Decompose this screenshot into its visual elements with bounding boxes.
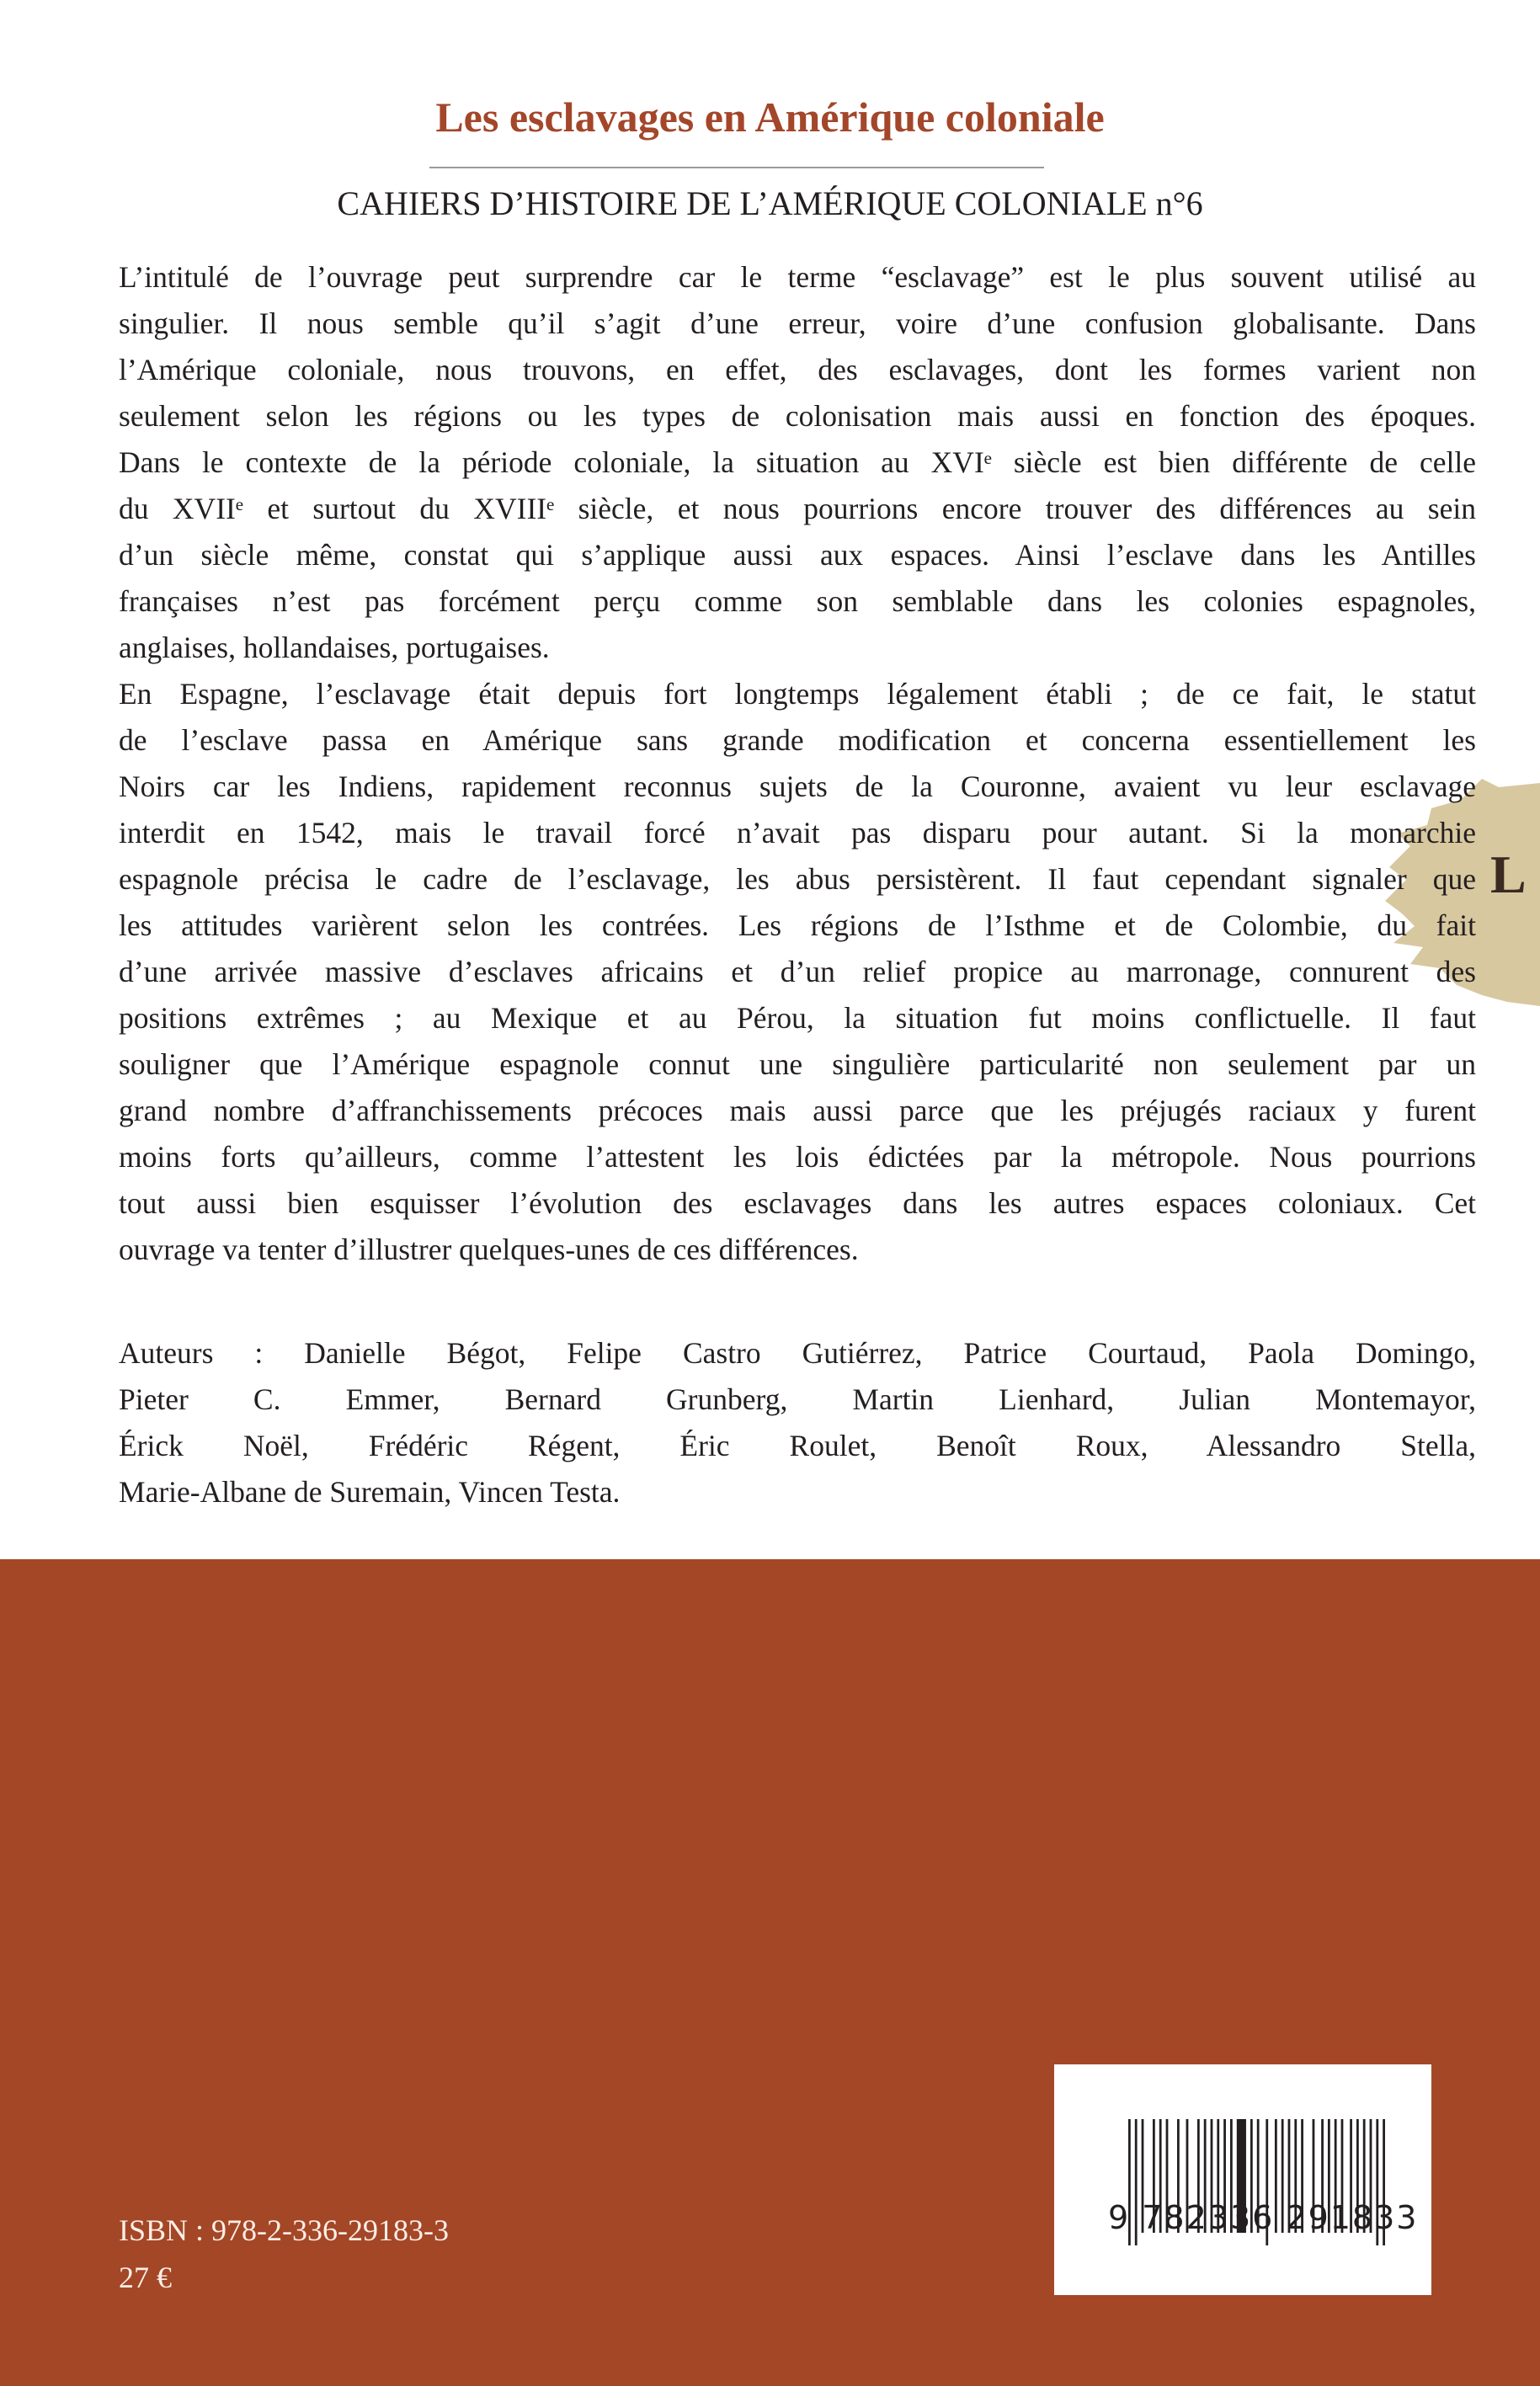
text-line: d’une arrivée massive d’esclaves africains et d’un relief propice au marronage, connurent des bbox=[119, 955, 1476, 988]
series-title: CAHIERS D’HISTOIRE DE L’AMÉRIQUE COLONIALE n°6 bbox=[337, 184, 1203, 222]
isbn: ISBN : 978-2-336-29183-3 bbox=[119, 2213, 449, 2247]
text-line: Dans le contexte de la période coloniale, la situation au XVIᵉ siècle est bien différente de celle bbox=[119, 445, 1476, 479]
divider bbox=[429, 167, 1044, 168]
text-line: L’intitulé de l’ouvrage peut surprendre car le terme “esclavage” est le plus souvent utilisé au bbox=[119, 260, 1476, 294]
text-line: En Espagne, l’esclavage était depuis fort longtemps légalement établi ; de ce fait, le statut bbox=[119, 677, 1476, 711]
text-line: moins forts qu’ailleurs, comme l’attestent les lois édictées par la métropole. Nous pourrions bbox=[119, 1140, 1476, 1174]
text-line: l’Amérique coloniale, nous trouvons, en effet, des esclavages, dont les formes varient non bbox=[119, 353, 1476, 386]
text-line: d’un siècle même, constat qui s’applique aussi aux espaces. Ainsi l’esclave dans les Antilles bbox=[119, 538, 1476, 572]
text-line: tout aussi bien esquisser l’évolution des esclavages dans les autres espaces coloniaux. Cet bbox=[119, 1186, 1476, 1220]
text-line: du XVIIᵉ et surtout du XVIIIᵉ siècle, et nous pourrions encore trouver des différences au sein bbox=[119, 492, 1476, 525]
text-line: souligner que l’Amérique espagnole connut une singulière particularité non seulement par un bbox=[119, 1047, 1476, 1081]
paragraph bbox=[119, 671, 1476, 1273]
text-line: Pieter C. Emmer, Bernard Grunberg, Martin Lienhard, Julian Montemayor, bbox=[119, 1382, 1476, 1416]
price: 27 € bbox=[119, 2261, 172, 2294]
text-line: interdit en 1542, mais le travail forcé n’avait pas disparu pour autant. Si la monarchie bbox=[119, 816, 1476, 849]
text-line: Auteurs : Danielle Bégot, Felipe Castro Gutiérrez, Patrice Courtaud, Paola Domingo, bbox=[119, 1336, 1476, 1370]
paragraph bbox=[119, 254, 1476, 671]
text-line: ouvrage va tenter d’illustrer quelques-unes de ces différences. bbox=[119, 1233, 859, 1266]
book-title: Les esclavages en Amérique coloniale bbox=[435, 93, 1105, 141]
text-line: singulier. Il nous semble qu’il s’agit d’une erreur, voire d’une confusion globalisante. Dans bbox=[119, 306, 1476, 340]
text-line: Noirs car les Indiens, rapidement reconnus sujets de la Couronne, avaient vu leur esclavage bbox=[119, 770, 1476, 803]
text-line: Marie-Albane de Suremain, Vincen Testa. bbox=[119, 1475, 621, 1509]
blurb bbox=[119, 254, 1476, 1273]
text-line: de l’esclave passa en Amérique sans grande modification et concerna essentiellement les bbox=[119, 723, 1476, 757]
text-line: positions extrêmes ; au Mexique et au Pérou, la situation fut moins conflictuelle. Il faut bbox=[119, 1001, 1476, 1035]
authors-list bbox=[119, 1330, 1476, 1515]
text-line: espagnole précisa le cadre de l’esclavage, les abus persistèrent. Il faut cependant signaler que bbox=[119, 862, 1476, 896]
text-line: les attitudes varièrent selon les contrées. Les régions de l’Isthme et de Colombie, du fait bbox=[119, 908, 1476, 942]
text-line: Érick Noël, Frédéric Régent, Éric Roulet, Benoît Roux, Alessandro Stella, bbox=[119, 1429, 1476, 1462]
text-line: anglaises, hollandaises, portugaises. bbox=[119, 631, 550, 664]
barcode-digits: 9 782336 291833 bbox=[1108, 2199, 1419, 2236]
barcode bbox=[1054, 2064, 1431, 2295]
text-line: seulement selon les régions ou les types de colonisation mais aussi en fonction des époques. bbox=[119, 399, 1476, 433]
svg-text:L: L bbox=[1490, 844, 1527, 904]
text-line: françaises n’est pas forcément perçu comme son semblable dans les colonies espagnoles, bbox=[119, 584, 1476, 618]
text-line: grand nombre d’affranchissements précoces mais aussi parce que les préjugés raciaux y furent bbox=[119, 1094, 1476, 1127]
